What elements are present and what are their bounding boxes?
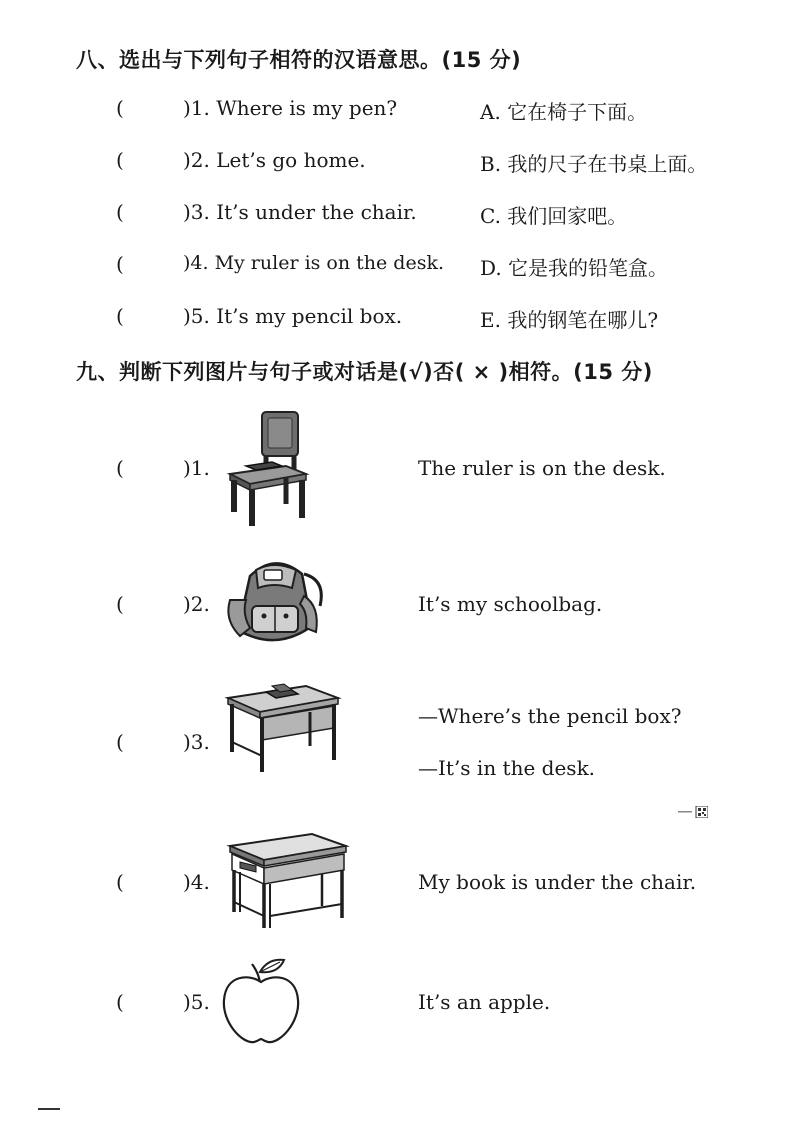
section8-item-3 [0, 200, 800, 240]
answer-blank[interactable]: ( [116, 592, 124, 616]
sentence: It’s my schoolbag. [418, 592, 603, 616]
item-number: )4. [183, 870, 210, 894]
section8-item-2 [0, 148, 800, 188]
option-text: D. 它是我的铅笔盒。 [480, 256, 669, 280]
desk-with-book-inside-icon [226, 826, 350, 930]
section9-item-4 [0, 870, 800, 910]
section9-item-3 [0, 730, 800, 770]
answer-blank[interactable]: ( [116, 990, 124, 1014]
sentence: It’s an apple. [418, 990, 551, 1014]
section9-item-1 [0, 456, 800, 496]
option-text: B. 我的尺子在书桌上面。 [480, 152, 708, 176]
apple-icon [220, 956, 302, 1046]
option-text: A. 它在椅子下面。 [480, 100, 648, 124]
sentence: My book is under the chair. [418, 870, 697, 894]
answer-blank[interactable]: ( [116, 96, 124, 120]
answer-blank[interactable]: ( [116, 148, 124, 172]
answer-blank[interactable]: ( [116, 200, 124, 224]
section9-heading: 九、判断下列图片与句子或对话是(√)否( × )相符。(15 分) [76, 360, 653, 384]
sentence: )4. My ruler is on the desk. [183, 252, 445, 274]
item-number: )1. [183, 456, 210, 480]
footer-mark [38, 1108, 60, 1110]
sentence: )1. Where is my pen? [183, 96, 398, 120]
item-number: )3. [183, 730, 210, 754]
chair-with-book-icon [222, 408, 312, 528]
answer-blank[interactable]: ( [116, 304, 124, 328]
answer-blank[interactable]: ( [116, 870, 124, 894]
schoolbag-icon [220, 556, 330, 652]
desk-with-pencil-box-icon [222, 676, 342, 776]
sentence: )3. It’s under the chair. [183, 200, 417, 224]
answer-blank[interactable]: ( [116, 730, 124, 754]
sentence: )2. Let’s go home. [183, 148, 366, 172]
option-text: E. 我的钢笔在哪儿? [480, 308, 659, 332]
item-number: )2. [183, 592, 210, 616]
section8-item-1 [0, 96, 800, 136]
section9-item-5 [0, 990, 800, 1030]
dialogue-line-question: —Where’s the pencil box? [418, 704, 682, 728]
sentence: )5. It’s my pencil box. [183, 304, 403, 328]
section9-item-2 [0, 592, 800, 632]
item-number: )5. [183, 990, 210, 1014]
section8-heading: 八、选出与下列句子相符的汉语意思。(15 分) [76, 48, 522, 72]
qr-code-icon [678, 806, 708, 818]
section8-item-4 [0, 252, 800, 292]
dialogue-line-answer: —It’s in the desk. [418, 756, 596, 780]
answer-blank[interactable]: ( [116, 252, 124, 276]
sentence: The ruler is on the desk. [418, 456, 666, 480]
section8-item-5 [0, 304, 800, 344]
answer-blank[interactable]: ( [116, 456, 124, 480]
option-text: C. 我们回家吧。 [480, 204, 628, 228]
